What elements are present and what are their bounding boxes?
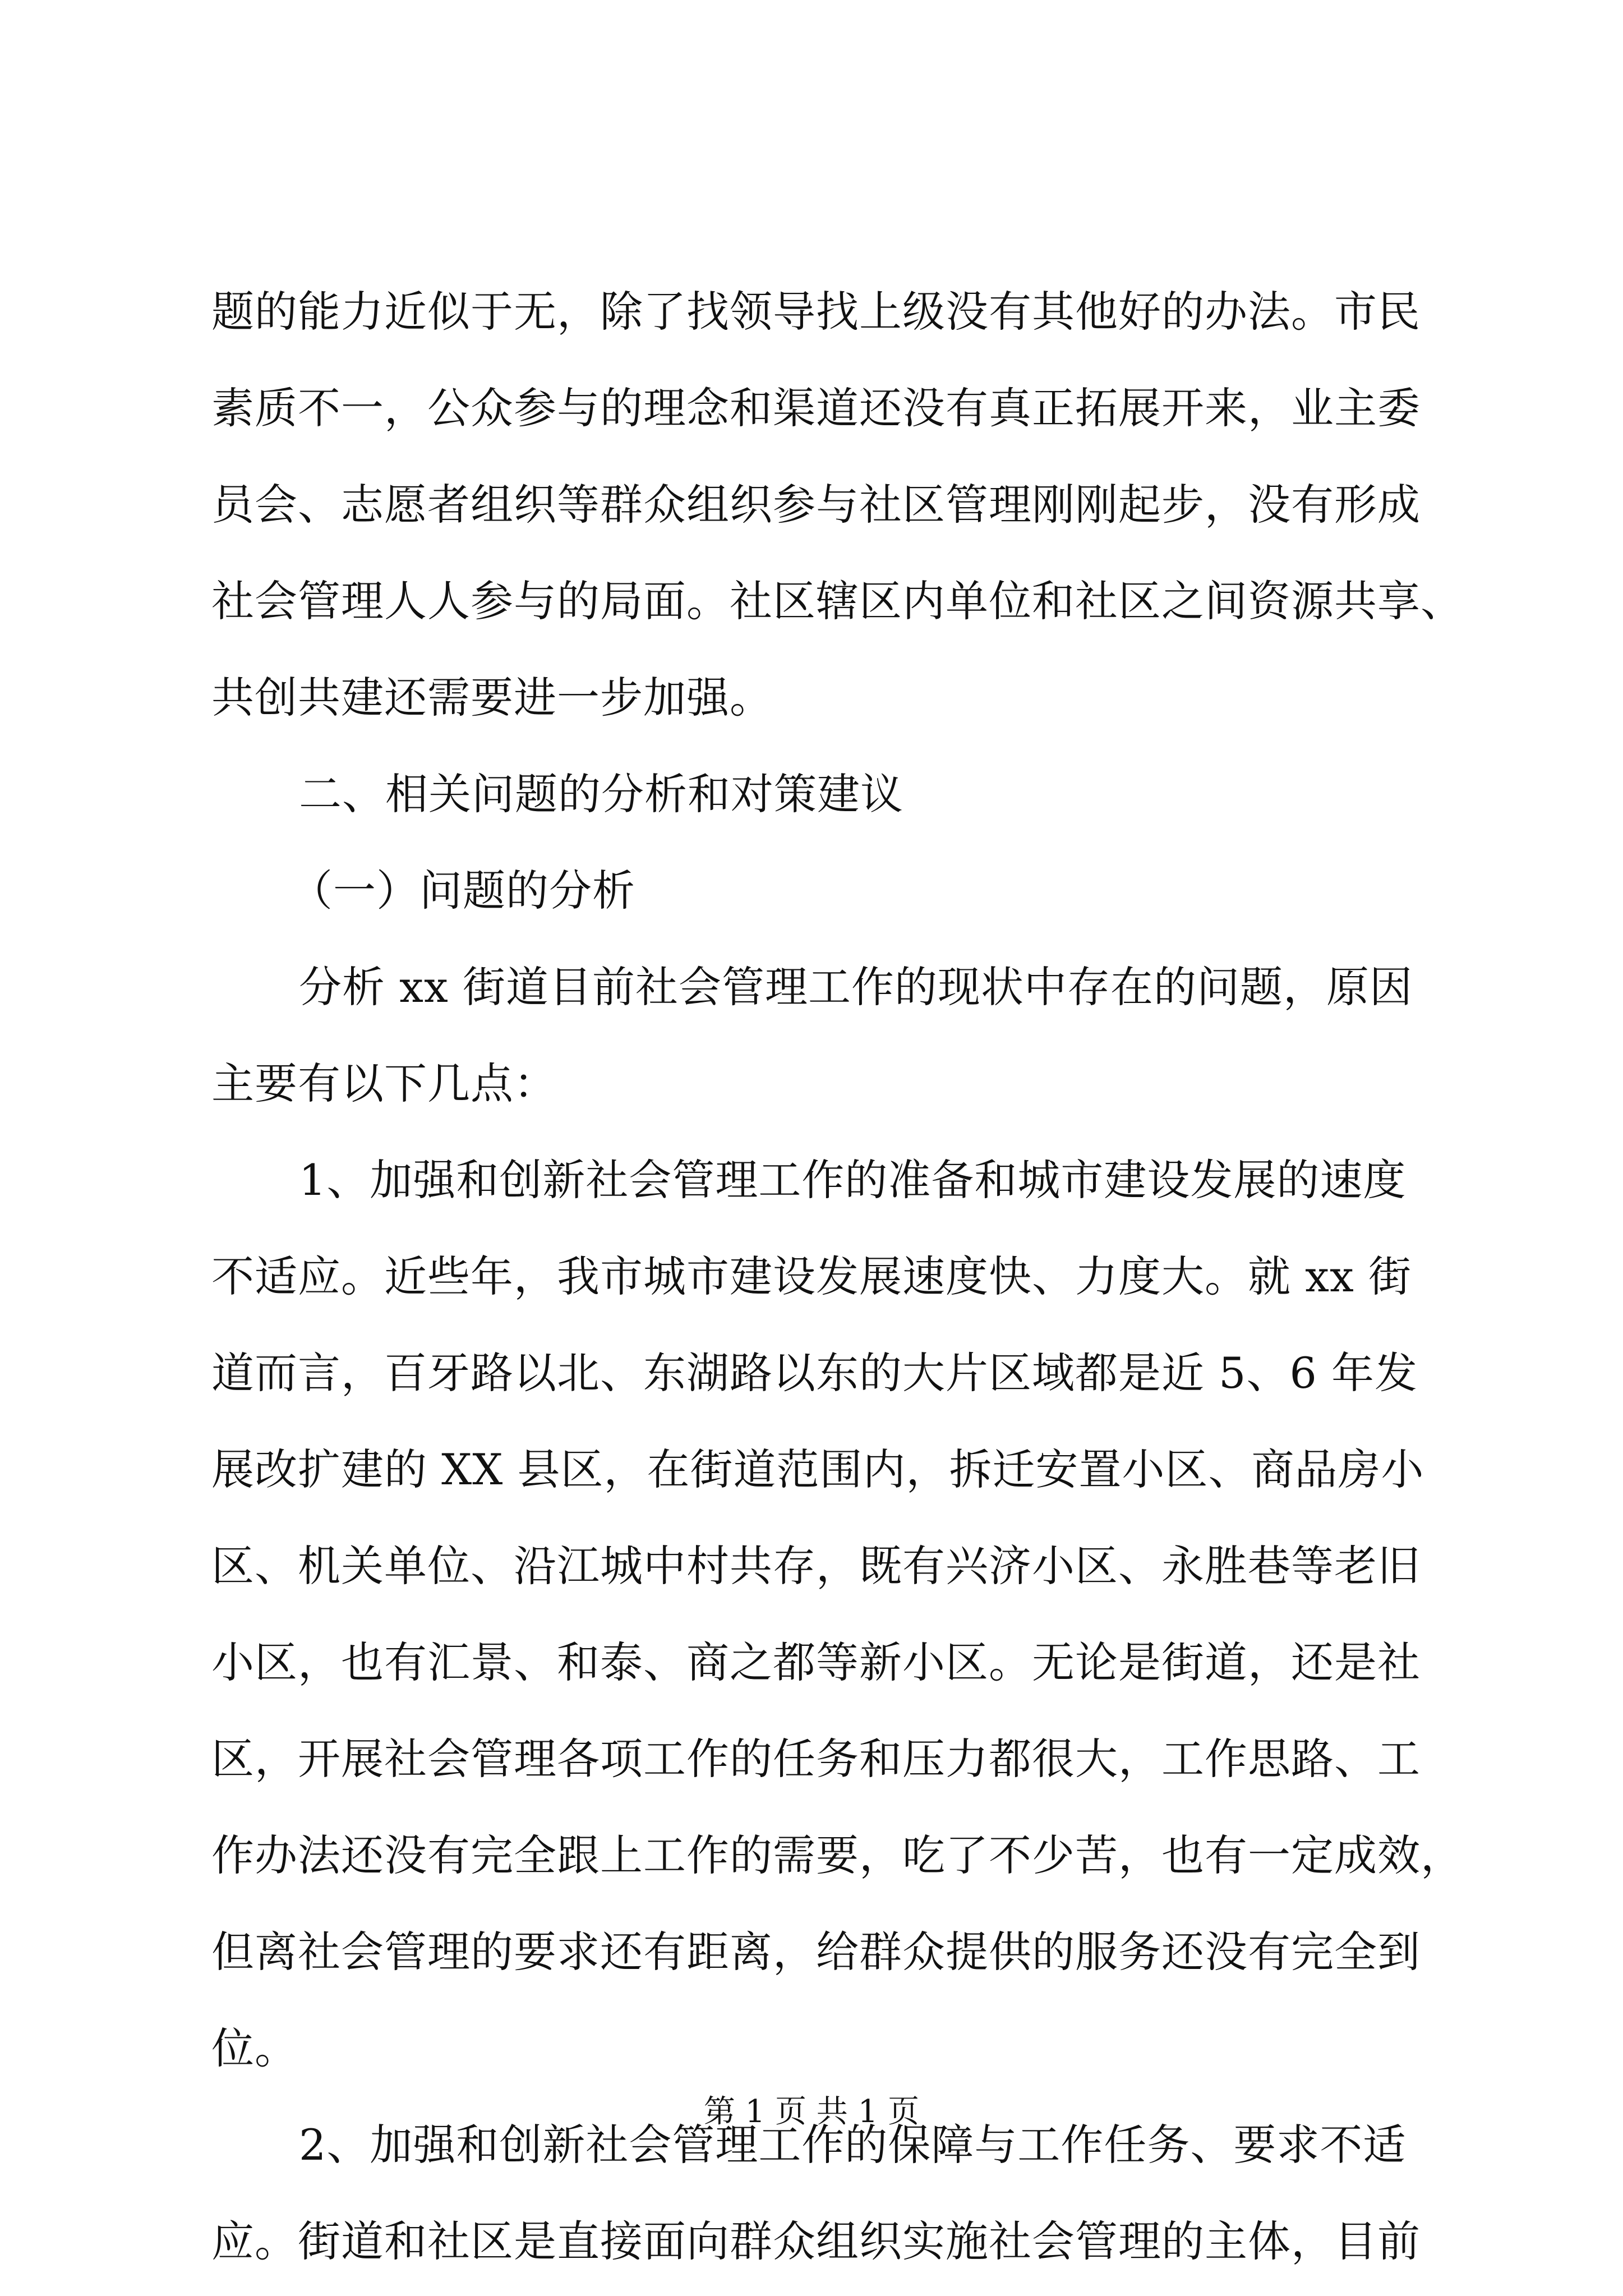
text-line: 不适应。近些年，我市城市建设发展速度快、力度大。就 xx 街: [211, 1251, 1412, 1301]
document-body: [211, 264, 1464, 2290]
text-line: 题的能力近似于无，除了找领导找上级没有其他好的办法。市民: [211, 287, 1421, 337]
page-number-footer: 第 1 页 共 1 页: [703, 2093, 920, 2130]
text-line: 作办法还没有完全跟上工作的需要，吃了不少苦，也有一定成效，: [211, 1830, 1464, 1880]
text-line: 展改扩建的 XX 县区，在街道范围内，拆迁安置小区、商品房小: [211, 1444, 1424, 1494]
text-line: 分析 xx 街道目前社会管理工作的现状中存在的问题，原因: [299, 962, 1413, 1012]
text-line: 素质不一，公众参与的理念和渠道还没有真正拓展开来，业主委: [211, 383, 1421, 433]
text-line: 应。街道和社区是直接面向群众组织实施社会管理的主体，目前: [211, 2216, 1421, 2266]
text-line: 小区，也有汇景、和泰、商之都等新小区。无论是街道，还是社: [211, 1637, 1421, 1687]
section-heading: 二、相关问题的分析和对策建议: [299, 769, 903, 819]
text-line: 区、机关单位、沿江城中村共存，既有兴济小区、永胜巷等老旧: [211, 1541, 1421, 1591]
text-line: 员会、志愿者组织等群众组织参与社区管理刚刚起步，没有形成: [211, 480, 1421, 530]
text-line: 道而言，百牙路以北、东湖路以东的大片区域都是近 5、6 年发: [211, 1348, 1418, 1398]
text-line: 主要有以下几点：: [211, 1059, 557, 1108]
text-line: 社会管理人人参与的局面。社区辖区内单位和社区之间资源共享、: [211, 576, 1464, 626]
subsection-heading: （一）问题的分析: [290, 866, 635, 915]
text-line: 位。: [211, 2023, 298, 2073]
text-line: 但离社会管理的要求还有距离，给群众提供的服务还没有完全到: [211, 1927, 1421, 1977]
text-line: 区，开展社会管理各项工作的任务和压力都很大，工作思路、工: [211, 1734, 1421, 1784]
text-line: 1、加强和创新社会管理工作的准备和城市建设发展的速度: [299, 1155, 1407, 1205]
text-line: 共创共建还需要进一步加强。: [211, 673, 773, 723]
text-line: 2、加强和创新社会管理工作的保障与工作任务、要求不适: [299, 2120, 1407, 2170]
